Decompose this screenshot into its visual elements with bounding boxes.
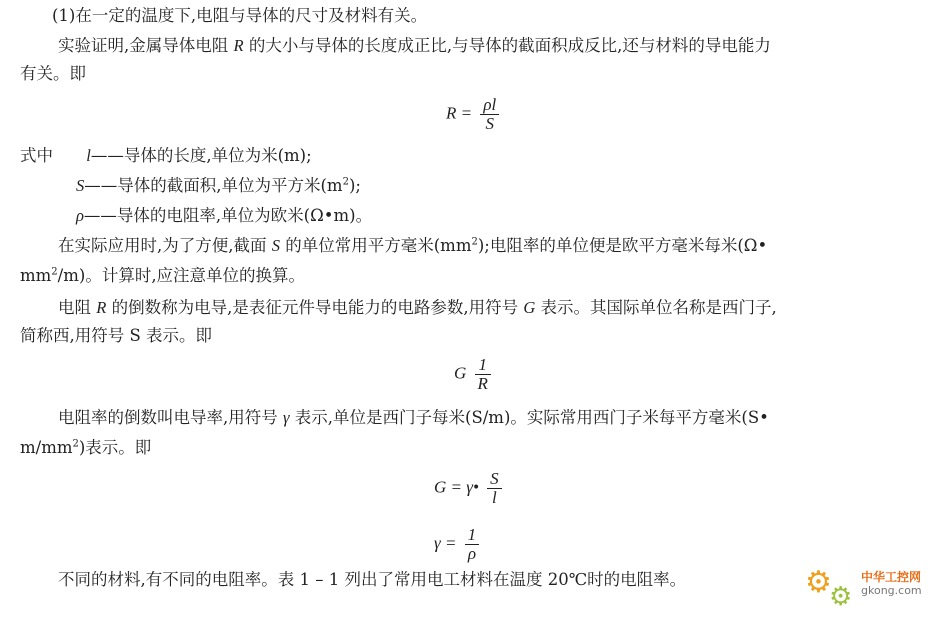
watermark-logo <box>805 566 935 614</box>
watermark-title: 中华工控网 <box>861 570 922 584</box>
gear-icon: ⚙ <box>829 582 853 612</box>
paragraph-3-line-1: 在实际应用时,为了方便,截面 S 的单位常用平方毫米$(mm^2)$;电阻率的单位便是欧平方毫米每米(Ω• <box>58 236 768 255</box>
paragraph-1: (1)在一定的温度下,电阻与导体的尺寸及材料有关。 <box>52 6 428 25</box>
definition-resistivity: ρ——导体的电阻率,单位为欧米(Ω•m)。 <box>76 206 373 225</box>
formula-conductance-geometry: G = γ• $\frac{S}{l}$ <box>434 470 502 507</box>
gear-icon: ⚙ <box>805 565 832 600</box>
fraction: $\frac{\rho l}{S}$ <box>480 96 499 133</box>
paragraph-2-line-1: 实验证明,金属导体电阻 R 的大小与导体的长度成正比,与导体的截面积成反比,还与材料的导电能力 <box>58 36 771 55</box>
definition-area: S——导体的截面积,单位为平方米$(m^2)$; <box>76 176 361 195</box>
fraction: $\frac{S}{l}$ <box>487 470 502 507</box>
formula-conductivity: γ = $\frac{1}{\rho}$ <box>434 526 479 563</box>
paragraph-5-line-1: 电阻率的倒数叫电导率,用符号 γ 表示,单位是西门子每米(S/m)。实际常用西门子米每平方毫米(S• <box>58 408 769 427</box>
paragraph-6: 不同的材料,有不同的电阻率。表 1 – 1 列出了常用电工材料在温度 20℃时的电阻率。 <box>58 570 687 589</box>
definition-lead: 式中 <box>20 146 53 165</box>
formula-resistance: R = $\frac{\rho l}{S}$ <box>446 96 499 133</box>
fraction: $\frac{1}{R}$ <box>475 356 491 393</box>
paragraph-3-line-2: $mm^2/m$)。计算时,应注意单位的换算。 <box>20 266 306 285</box>
formula-conductance: G $\frac{1}{R}$ <box>454 356 491 393</box>
watermark-url: gkong.com <box>861 584 922 597</box>
definition-length: 式中 l——导体的长度,单位为米(m); <box>20 146 312 165</box>
paragraph-4-line-2: 简称西,用符号 S 表示。即 <box>20 326 213 345</box>
paragraph-4-line-1: 电阻 R 的倒数称为电导,是表征元件导电能力的电路参数,用符号 G 表示。其国际单位名称是西门子, <box>58 298 777 317</box>
paragraph-2-line-2: 有关。即 <box>20 64 86 83</box>
paragraph-5-line-2: $m/mm^2$)表示。即 <box>20 438 152 457</box>
fraction: $\frac{1}{\rho}$ <box>465 526 480 563</box>
